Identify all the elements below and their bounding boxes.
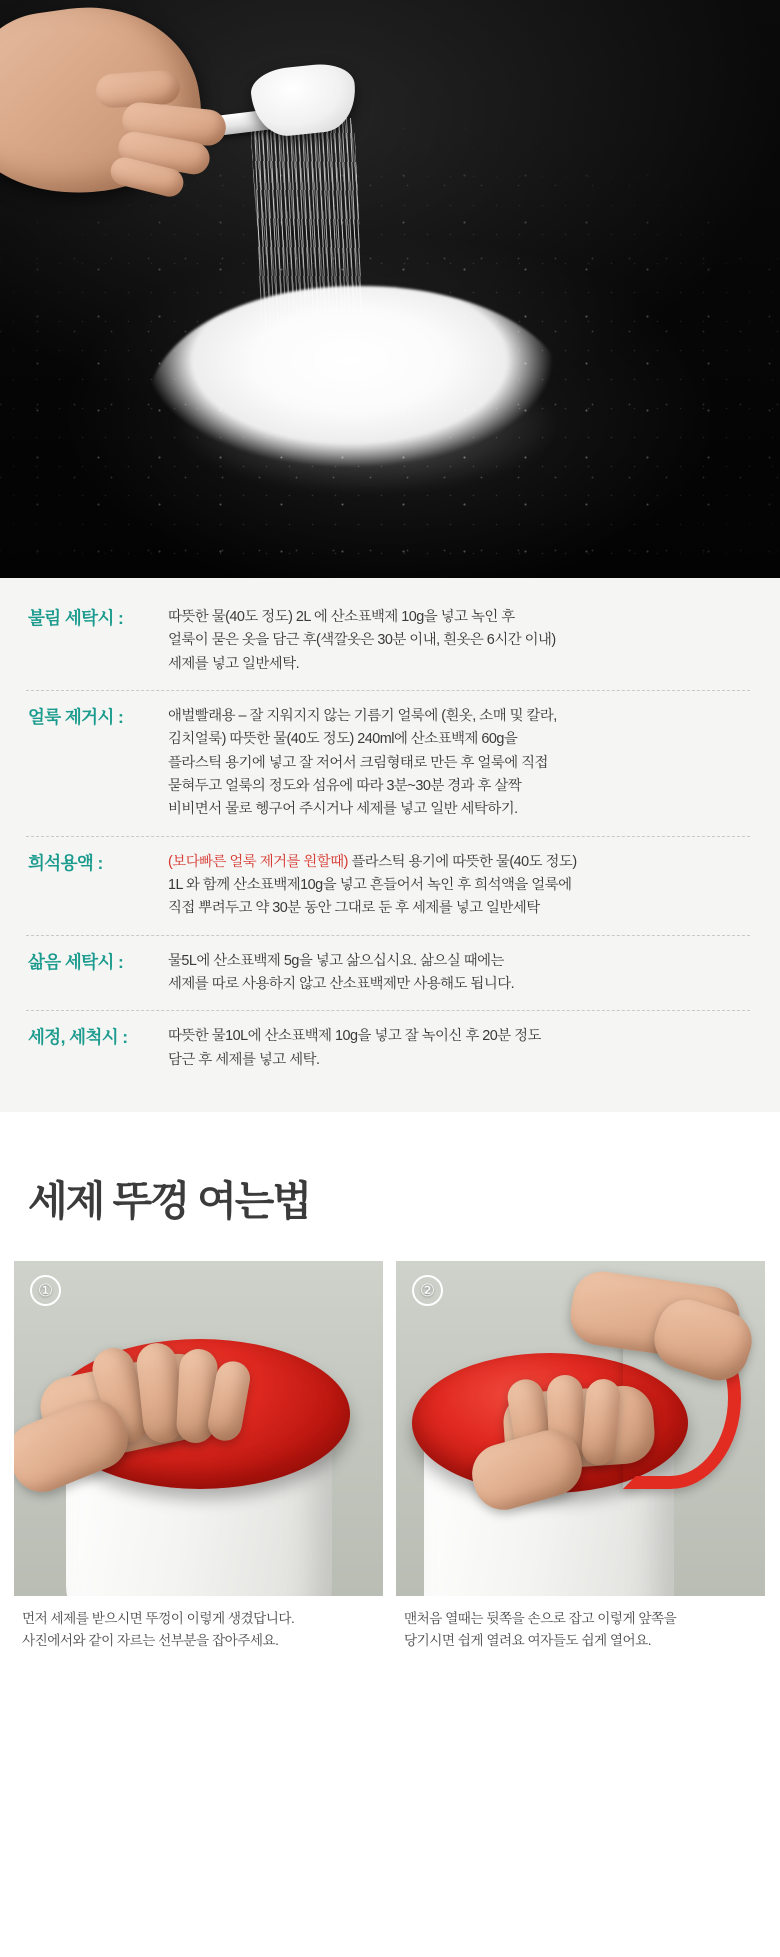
instruction-body <box>168 950 750 997</box>
instruction-line: 물5L에 산소표백제 5g을 넣고 삶으십시요. 삶으실 때에는 <box>168 952 504 969</box>
instruction-body <box>168 606 750 676</box>
instruction-body <box>168 851 750 921</box>
instruction-label: 얼룩 제거시 : <box>28 706 124 727</box>
instruction-line: 담근 후 세제를 넣고 세탁. <box>168 1051 320 1068</box>
instruction-label: 삶음 세탁시 : <box>28 951 124 972</box>
lid-opening-section <box>0 1112 780 1675</box>
caption-line: 먼저 세제를 받으시면 뚜껑이 이렇게 생겼답니다. <box>22 1610 295 1626</box>
instruction-line: 직접 뿌려두고 약 30분 동안 그대로 둔 후 세제를 넣고 일반세탁 <box>168 900 540 917</box>
photo-caption <box>396 1596 765 1653</box>
instruction-row <box>26 690 750 836</box>
instruction-row <box>26 1010 750 1086</box>
lid-photo-2 <box>396 1261 765 1596</box>
caption-line: 당기시면 쉽게 열려요 여자들도 쉽게 열어요. <box>404 1633 652 1649</box>
lid-photo-card <box>396 1261 765 1653</box>
instruction-line: 플라스틱 용기에 따뜻한 물(40도 정도) <box>347 853 577 870</box>
instruction-body <box>168 705 750 822</box>
instruction-line: 세제를 넣고 일반세탁. <box>168 655 300 672</box>
instruction-row <box>26 836 750 935</box>
instruction-line: 따뜻한 물10L에 산소표백제 10g을 넣고 잘 녹이신 후 20분 정도 <box>168 1028 541 1045</box>
instruction-line-with-accent <box>168 851 750 874</box>
instruction-line: 묻혀두고 얼룩의 정도와 섬유에 따라 3분~30분 경과 후 살짝 <box>168 777 522 794</box>
instruction-line: 플라스틱 용기에 넣고 잘 저어서 크림형태로 만든 후 얼룩에 직접 <box>168 754 548 771</box>
caption-line: 사진에서와 같이 자르는 선부분을 잡아주세요. <box>22 1633 279 1649</box>
instruction-label: 세정, 세척시 : <box>28 1027 128 1048</box>
instruction-row <box>26 606 750 690</box>
step-badge: ② <box>412 1275 443 1306</box>
step-badge: ① <box>30 1275 61 1306</box>
instruction-body <box>168 1025 750 1072</box>
bottom-spacer <box>0 1653 780 1675</box>
instruction-label: 불림 세탁시 : <box>28 608 124 628</box>
instruction-line: 세제를 따로 사용하지 않고 산소표백제만 사용해도 됩니다. <box>168 975 515 992</box>
usage-instructions-panel <box>0 578 780 1112</box>
lid-photo-card <box>14 1261 383 1653</box>
instruction-line: 1L 와 함께 산소표백제10g을 넣고 흔들어서 녹인 후 희석액을 얼룩에 <box>168 876 572 893</box>
section-title: 세제 뚜껑 여는법 <box>28 1177 311 1224</box>
instruction-row <box>26 935 750 1011</box>
instruction-line: 애벌빨래용 – 잘 지워지지 않는 기름기 얼룩에 (흰옷, 소매 및 칼라, <box>168 707 557 724</box>
instruction-line: 비비면서 물로 헹구어 주시거나 세제를 넣고 일반 세탁하기. <box>168 801 518 818</box>
instruction-line: 김치얼룩) 따뜻한 물(40도 정도) 240ml에 산소표백제 60g을 <box>168 731 518 748</box>
caption-line: 맨처음 열때는 뒷쪽을 손으로 잡고 이렇게 앞쪽을 <box>404 1610 677 1626</box>
photo-caption <box>14 1596 383 1653</box>
instruction-accent-text: (보다빠른 얼룩 제거를 원할때) <box>168 853 348 870</box>
lid-photo-grid <box>0 1261 780 1653</box>
instruction-label: 희석용액 : <box>28 852 103 873</box>
instruction-line: 얼룩이 묻은 옷을 담근 후(색깔옷은 30분 이내, 흰옷은 6시간 이내) <box>168 632 556 649</box>
instruction-line: 따뜻한 물(40도 정도) 2L 에 산소표백제 10g을 넣고 녹인 후 <box>168 609 515 625</box>
hero-powder-photo <box>0 0 780 578</box>
lid-photo-1 <box>14 1261 383 1596</box>
